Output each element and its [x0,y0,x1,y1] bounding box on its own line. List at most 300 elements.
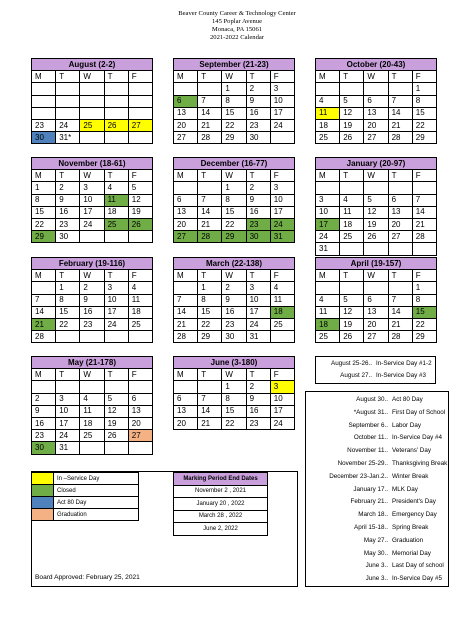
weekday-label: T [246,270,270,282]
calendar-day: 16 [56,206,80,218]
calendar-empty-cell [104,132,128,144]
calendar-day: 28 [198,132,222,144]
calendar-day: 19 [104,417,128,429]
calendar-day: 15 [56,306,80,318]
calendar-empty-cell [316,182,340,194]
calendar-day: 20 [388,218,412,230]
calendar-empty-cell [128,132,152,144]
weekday-label: F [270,71,294,83]
weekday-label: T [198,369,222,381]
calendar-empty-cell [104,83,128,95]
month-calendar [31,257,153,343]
calendar-empty-cell [80,381,104,393]
calendar-day: 21 [174,318,198,330]
calendar-day: 29 [222,231,246,243]
legend-label: In –Service Day [54,473,139,485]
month-calendar [315,257,437,343]
calendar-day: 30 [246,132,270,144]
calendar-empty-cell [198,182,222,194]
month-calendar [31,356,153,455]
event-date: June 3.. [365,575,388,583]
calendar-day: 16 [222,306,246,318]
month-calendar [315,58,437,144]
calendar-day: 13 [364,306,388,318]
calendar-day: 25 [316,331,340,343]
calendar-day: 14 [32,306,56,318]
calendar-day: 22 [222,218,246,230]
calendar-day: 7 [198,95,222,107]
calendar-empty-cell [56,107,80,119]
calendar-day: 6 [364,95,388,107]
calendar-day: 10 [56,405,80,417]
calendar-day: 28 [32,331,56,343]
weekday-label: T [246,170,270,182]
calendar-empty-cell [174,282,198,294]
calendar-empty-cell [128,107,152,119]
calendar-day: 8 [56,294,80,306]
calendar-day: 17 [56,417,80,429]
calendar-empty-cell [104,231,128,243]
weekday-label: W [364,170,388,182]
calendar-day: 27 [128,119,152,131]
calendar-day: 29 [32,231,56,243]
calendar-day: 18 [316,119,340,131]
calendar-day: 27 [174,132,198,144]
calendar-day: 11 [104,194,128,206]
calendar-day: 3 [80,182,104,194]
calendar-empty-cell [340,243,364,255]
month-title: September (21-23) [174,59,295,71]
event-row [306,447,431,455]
event-row [306,486,418,494]
weekday-label: F [412,270,436,282]
calendar-day: 12 [104,405,128,417]
weekday-label: T [388,71,412,83]
inservice-box [315,356,436,384]
calendar-day: 30 [32,442,56,454]
calendar-day: 14 [412,206,436,218]
calendar-day: 28 [412,231,436,243]
weekday-label: T [104,71,128,83]
calendar-day: 20 [364,119,388,131]
calendar-day: 24 [56,430,80,442]
calendar-day: 22 [222,417,246,429]
calendar-day: 3 [104,282,128,294]
weekday-label: W [80,170,104,182]
calendar-day: 21 [198,119,222,131]
calendar-day: 24 [270,119,294,131]
weekday-label: M [32,270,56,282]
calendar-day: 6 [364,294,388,306]
event-label: President's Day [392,498,436,506]
calendar-day: 20 [364,318,388,330]
weekday-label: T [198,170,222,182]
event-date: November 11.. [347,447,388,455]
calendar-day: 24 [56,119,80,131]
calendar-day: 27 [174,231,198,243]
calendar-day: 25 [128,318,152,330]
calendar-day: 15 [198,306,222,318]
calendar-day: 28 [388,331,412,343]
calendar-day: 31 [316,243,340,255]
calendar-day: 17 [270,405,294,417]
event-row [306,409,445,417]
event-row [306,511,437,519]
calendar-day: 10 [104,294,128,306]
calendar-day: 20 [174,218,198,230]
calendar-empty-cell [388,282,412,294]
calendar-day: 13 [388,206,412,218]
calendar-day: 5 [104,393,128,405]
event-row [306,537,423,545]
calendar-day: 23 [222,318,246,330]
calendar-day: 11 [270,294,294,306]
weekday-label: W [80,71,104,83]
calendar-day: 11 [128,294,152,306]
calendar-day: 16 [246,206,270,218]
calendar-day: 11 [316,107,340,119]
calendar-day: 8 [198,294,222,306]
calendar-day: 29 [222,132,246,144]
month-calendar [173,157,295,243]
calendar-day: 22 [222,119,246,131]
event-date: February 21.. [350,498,388,506]
calendar-day: 14 [198,405,222,417]
calendar-day: 22 [412,318,436,330]
calendar-day: 24 [270,417,294,429]
calendar-day: 16 [32,417,56,429]
event-label: Veterans' Day [392,447,432,455]
weekday-label: M [316,270,340,282]
calendar-day: 26 [364,231,388,243]
calendar-day: 5 [128,182,152,194]
calendar-empty-cell [104,95,128,107]
calendar-day: 17 [104,306,128,318]
calendar-day: 19 [364,218,388,230]
weekday-label: W [222,369,246,381]
calendar-day: 8 [222,194,246,206]
weekday-label: M [32,71,56,83]
event-label: Graduation [392,536,424,544]
event-row [306,524,428,532]
weekday-label: T [340,270,364,282]
month-calendar [31,58,153,144]
calendar-day: 8 [222,393,246,405]
weekday-label: T [198,71,222,83]
calendar-empty-cell [80,83,104,95]
calendar-day: 11 [316,306,340,318]
calendar-day: 23 [80,318,104,330]
calendar-day: 16 [80,306,104,318]
weekday-label: F [270,270,294,282]
calendar-day: 25 [316,132,340,144]
calendar-day: 16 [246,107,270,119]
calendar-empty-cell [364,182,388,194]
calendar-day: 30 [56,231,80,243]
calendar-day: 3 [316,194,340,206]
event-label: Memorial Day [392,549,431,557]
calendar-day: 26 [104,119,128,131]
month-title: June (3-180) [174,357,295,369]
calendar-empty-cell [104,381,128,393]
calendar-day: 27 [388,231,412,243]
calendar-day: 27 [128,430,152,442]
month-calendar [31,157,153,243]
weekday-label: T [56,270,80,282]
calendar-empty-cell [316,282,340,294]
calendar-day: 14 [198,206,222,218]
calendar-day: 5 [340,294,364,306]
calendar-day: 7 [174,294,198,306]
marking-period-title: Marking Period End Dates [174,473,268,486]
event-label: Last Day of school [392,562,444,570]
calendar-day: 26 [128,218,152,230]
event-row [306,498,436,506]
calendar-day: 6 [174,95,198,107]
calendar-day: 17 [316,218,340,230]
calendar-day: 4 [316,95,340,107]
calendar-day: 15 [222,107,246,119]
calendar-day: 31 [246,331,270,343]
calendar-day: 11 [340,206,364,218]
calendar-day: 30 [222,331,246,343]
calendar-day: 17 [246,306,270,318]
weekday-label: T [246,71,270,83]
marking-date: March 28 , 2022 [174,510,268,523]
weekday-label: T [104,369,128,381]
calendar-day: 12 [128,194,152,206]
calendar-empty-cell [80,231,104,243]
calendar-day: 2 [246,83,270,95]
calendar-day: 1 [32,182,56,194]
calendar-empty-cell [32,282,56,294]
calendar-day: 15 [32,206,56,218]
calendar-empty-cell [128,83,152,95]
calendar-empty-cell [56,95,80,107]
calendar-day: 2 [222,282,246,294]
calendar-day: 7 [32,294,56,306]
calendar-day: 3 [56,393,80,405]
calendar-day: 15 [222,206,246,218]
weekday-label: T [198,270,222,282]
calendar-day: 3 [270,381,294,393]
calendar-day: 6 [128,393,152,405]
calendar-day: 7 [198,393,222,405]
street-address: 145 Poplar Avenue [211,18,263,25]
calendar-day: 21 [388,318,412,330]
calendar-day: 25 [104,218,128,230]
calendar-day: 8 [32,194,56,206]
inservice-label: In-Service Day #1-2 [376,360,432,367]
calendar-day: 18 [340,218,364,230]
calendar-day: 25 [80,430,104,442]
event-label: Act 80 Day [392,396,423,403]
month-calendar [173,257,295,343]
calendar-day: 23 [56,218,80,230]
calendar-day: 27 [364,132,388,144]
calendar-day: 25 [80,119,104,131]
calendar-day: 7 [388,95,412,107]
calendar-empty-cell [80,95,104,107]
calendar-day: 6 [174,393,198,405]
calendar-day: 10 [80,194,104,206]
event-date: March 18.. [358,511,388,519]
month-title: May (21-178) [32,357,153,369]
calendar-day: 1 [222,83,246,95]
board-approved: Board Approved: February 25, 2021 [35,574,140,581]
weekday-label: T [340,71,364,83]
calendar-empty-cell [104,442,128,454]
calendar-day: 18 [80,417,104,429]
inservice-date: August 27.. [340,372,372,379]
marking-date: January 20 , 2022 [174,498,268,511]
calendar-empty-cell [104,331,128,343]
calendar-day: 31* [56,132,80,144]
calendar-empty-cell [56,381,80,393]
event-label: Spring Break [392,524,429,531]
month-title: October (20-43) [316,59,437,71]
calendar-empty-cell [32,83,56,95]
calendar-day: 1 [56,282,80,294]
event-row [306,473,428,481]
calendar-day: 13 [174,107,198,119]
calendar-day: 19 [128,206,152,218]
calendar-empty-cell [174,83,198,95]
calendar-day: 20 [174,417,198,429]
calendar-day: 23 [246,417,270,429]
event-label: Emergency Day [392,511,437,519]
calendar-empty-cell [412,182,436,194]
calendar-day: 12 [340,306,364,318]
event-date: January 17.. [353,485,388,493]
calendar-day: 4 [340,194,364,206]
month-title: November (18-61) [32,158,153,170]
calendar-day: 4 [80,393,104,405]
event-date: *August 31.. [353,408,388,416]
month-title: February (19-116) [32,258,153,270]
calendar-day: 2 [80,282,104,294]
calendar-day: 6 [174,194,198,206]
calendar-year: 2021-2022 Calendar [209,34,265,41]
calendar-day: 13 [364,107,388,119]
calendar-day: 2 [32,393,56,405]
event-date: September 6.. [348,421,388,429]
month-title: August (2-2) [32,59,153,71]
calendar-day: 1 [412,282,436,294]
weekday-label: W [364,270,388,282]
calendar-day: 1 [412,83,436,95]
calendar-empty-cell [80,331,104,343]
calendar-day: 17 [270,206,294,218]
calendar-day: 5 [364,194,388,206]
weekday-label: T [388,270,412,282]
calendar-day: 17 [270,107,294,119]
calendar-day: 9 [246,95,270,107]
event-label: MLK Day [392,485,418,493]
calendar-day: 8 [412,294,436,306]
event-row [306,422,421,430]
weekday-label: F [412,71,436,83]
calendar-day: 21 [388,119,412,131]
weekday-label: W [364,71,388,83]
calendar-empty-cell [340,83,364,95]
calendar-empty-cell [340,282,364,294]
weekday-label: M [174,369,198,381]
calendar-empty-cell [128,381,152,393]
month-calendar [173,356,295,430]
inservice-label: In-Service Day #3 [376,372,427,379]
calendar-day: 14 [388,107,412,119]
marking-date: November 2 , 2021 [174,485,268,498]
weekday-label: M [316,71,340,83]
calendar-empty-cell [32,95,56,107]
calendar-empty-cell [388,243,412,255]
calendar-empty-cell [174,182,198,194]
calendar-day: 23 [32,119,56,131]
weekday-label: M [316,170,340,182]
month-title: January (20-97) [316,158,437,170]
calendar-day: 3 [246,282,270,294]
weekday-label: T [104,170,128,182]
calendar-empty-cell [270,132,294,144]
calendar-empty-cell [32,381,56,393]
calendar-day: 22 [412,119,436,131]
weekday-label: F [128,71,152,83]
event-date: May 27.. [363,536,388,544]
weekday-label: F [270,170,294,182]
weekday-label: F [128,270,152,282]
calendar-day: 9 [56,194,80,206]
weekday-label: T [246,369,270,381]
calendar-day: 24 [80,218,104,230]
weekday-label: F [128,369,152,381]
calendar-day: 25 [340,231,364,243]
calendar-day: 21 [32,318,56,330]
event-date: August 30.. [356,396,388,403]
calendar-day: 5 [340,95,364,107]
event-label: In-Service Day #5 [392,575,443,583]
weekday-label: M [174,71,198,83]
event-date: December 23-Jan.2.. [329,472,388,480]
weekday-label: W [222,270,246,282]
event-date: May 30.. [363,549,388,557]
calendar-day: 15 [412,107,436,119]
weekday-label: T [56,369,80,381]
calendar-empty-cell [174,381,198,393]
calendar-day: 15 [412,306,436,318]
calendar-day: 13 [174,405,198,417]
weekday-label: T [340,170,364,182]
inservice-row [316,372,426,380]
calendar-day: 2 [246,381,270,393]
calendar-empty-cell [56,331,80,343]
calendar-empty-cell [80,107,104,119]
event-label: First Day of School [392,408,446,416]
month-calendar [173,58,295,144]
calendar-day: 1 [198,282,222,294]
weekday-label: T [388,170,412,182]
calendar-day: 25 [270,318,294,330]
calendar-day: 4 [270,282,294,294]
calendar-day: 23 [32,430,56,442]
calendar-day: 24 [316,231,340,243]
calendar-day: 10 [316,206,340,218]
inservice-row [316,360,432,368]
calendar-day: 1 [222,381,246,393]
month-title: December (16-77) [174,158,295,170]
calendar-day: 9 [246,194,270,206]
calendar-day: 6 [388,194,412,206]
